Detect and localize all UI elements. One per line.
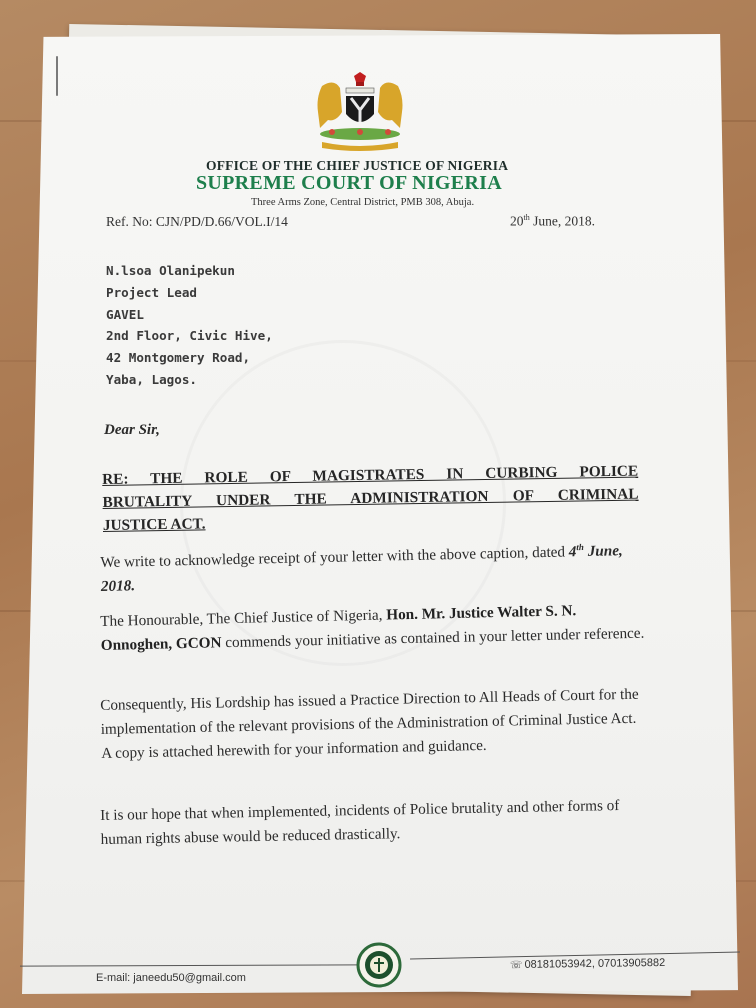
subject-heading — [102, 460, 639, 537]
court-address: Three Arms Zone, Central District, PMB 308, Abuja. — [251, 197, 475, 208]
court-heading: SUPREME COURT OF NIGERIA — [196, 172, 502, 194]
recipient-line: 2nd Floor, Civic Hive, — [106, 328, 273, 344]
paragraph-hope: It is our hope that when implemented, incidents of Police brutality and other forms of human rights abuse would be reduced drastically. — [100, 797, 620, 848]
coat-of-arms-icon — [306, 72, 414, 152]
subject-line: RE: THE ROLE OF MAGISTRATES IN CURBING POLICE — [102, 462, 639, 488]
recipient-title: Project Lead — [106, 284, 197, 300]
paragraph-commendation: The Honourable, The Chief Justice of Nigeria, Hon. Mr. Justice Walter S. N. Onnoghen, GCON commends your initiative as contained in your letter under reference. — [100, 602, 645, 654]
recipient-line: 42 Montgomery Road, — [106, 350, 251, 366]
recipient-address — [106, 260, 273, 391]
footer-seal-icon — [356, 942, 402, 988]
letter-date: 20th June, 2018. — [510, 213, 595, 229]
referenced-date: 4th June, 2018. — [100, 542, 623, 596]
paragraph-acknowledge: We write to acknowledge receipt of your letter with the above caption, dated 4th June, 2018. — [100, 542, 623, 596]
recipient-line: Yaba, Lagos. — [106, 371, 197, 387]
footer-phone: ☏ 08181053942, 07013905882 — [509, 956, 666, 972]
chief-justice-name: Hon. Mr. Justice Walter S. N. Onnoghen, GCON — [100, 602, 577, 654]
recipient-name: N.lsoa Olanipekun — [106, 263, 235, 278]
paragraph-practice-direction: Consequently, His Lordship has issued a Practice Direction to All Heads of Court for the implementation of the relevant provisions of the Administration of Criminal Justice Act. A copy is attached herewith for your information and guidance. — [100, 685, 639, 762]
phone-icon: ☏ — [509, 959, 523, 972]
salutation: Dear Sir, — [104, 422, 160, 438]
subject-line: BRUTALITY UNDER THE ADMINISTRATION OF CRIMINAL — [102, 485, 639, 511]
subject-line: JUSTICE ACT. — [102, 515, 206, 534]
recipient-org: GAVEL — [106, 306, 144, 322]
office-heading: OFFICE OF THE CHIEF JUSTICE OF NIGERIA — [206, 158, 509, 173]
footer-email: E-mail: janeedu50@gmail.com — [96, 972, 246, 984]
reference-number: Ref. No: CJN/PD/D.66/VOL.I/14 — [106, 214, 288, 229]
staple-mark — [56, 56, 58, 96]
